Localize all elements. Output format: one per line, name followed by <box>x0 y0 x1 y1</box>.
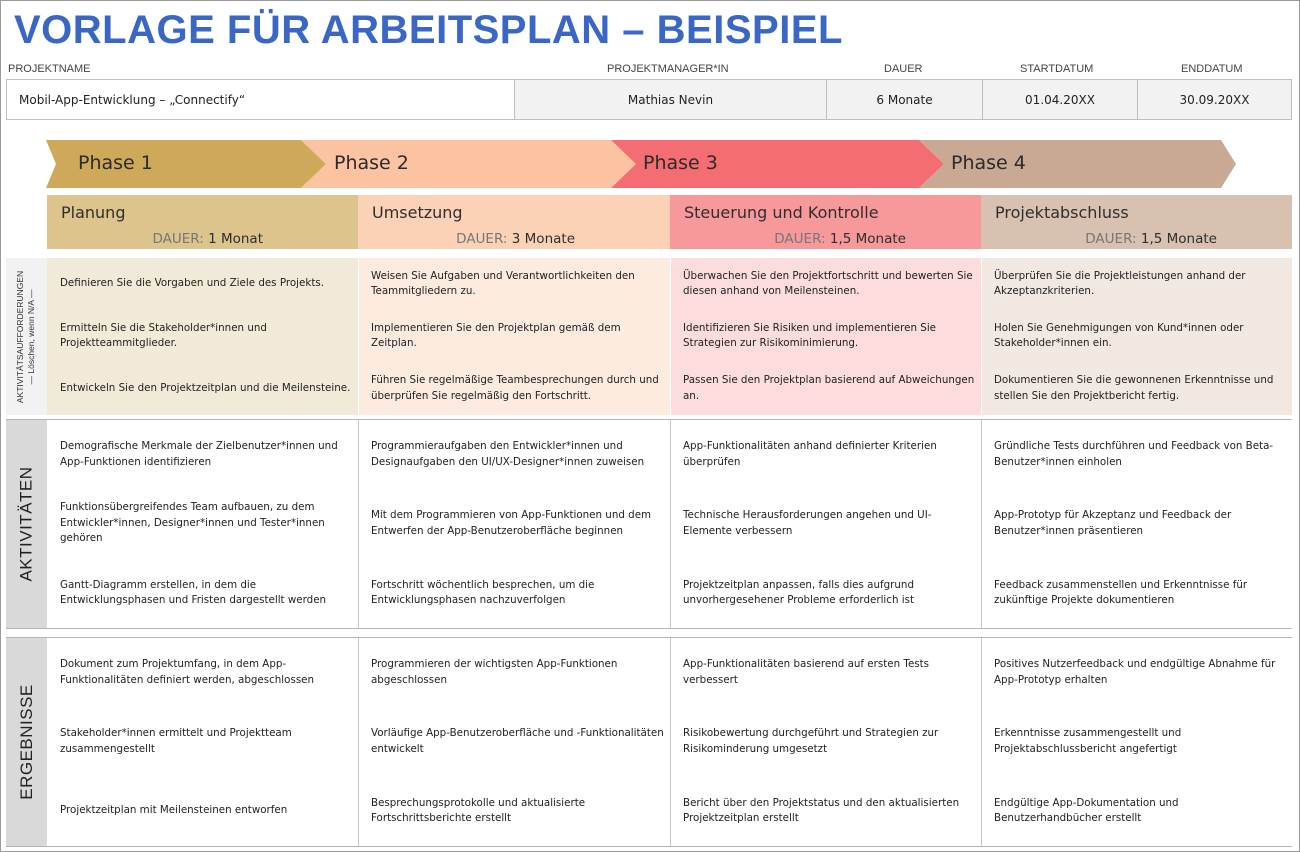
end-date-field[interactable]: 30.09.20XX <box>1137 80 1291 119</box>
phase-4-header <box>981 195 1292 249</box>
project-name-field[interactable]: Mobil-App-Entwicklung – „Connectify“ <box>7 80 514 119</box>
activities-cell[interactable]: App-Funktionalitäten anhand definierter Kriterien überprüfen <box>670 420 981 489</box>
phase-3-label: Phase 3 <box>643 152 718 174</box>
results-cell[interactable]: Vorläufige App-Benutzeroberfläche und -Funktionalitäten entwickelt <box>358 707 670 776</box>
phase-2-header <box>358 195 670 249</box>
activities-cell[interactable]: Gantt-Diagramm erstellen, in dem die Entwicklungsphasen und Fristen dargestellt werden <box>47 558 358 628</box>
results-cell[interactable]: Projektzeitplan mit Meilensteinen entworfen <box>47 776 358 846</box>
phase-2-duration: DAUER: 3 Monate <box>456 231 575 247</box>
phase-2-label: Phase 2 <box>334 152 409 174</box>
results-label: ERGEBNISSE <box>16 684 36 800</box>
activities-cell[interactable]: Gründliche Tests durchführen und Feedback von Beta-Benutzer*innen einholen <box>981 420 1292 489</box>
phase-3-name: Steuerung und Kontrolle <box>684 203 879 222</box>
phase-3-header <box>670 195 981 249</box>
section-border <box>6 628 1292 629</box>
results-section-label <box>6 638 47 846</box>
results-cell[interactable]: Stakeholder*innen ermittelt und Projektteam zusammengestellt <box>47 707 358 776</box>
column-divider <box>358 420 359 628</box>
page-title: VORLAGE FÜR ARBEITSPLAN – BEISPIEL <box>14 8 843 52</box>
column-divider <box>670 258 671 415</box>
phase-1-name: Planung <box>61 203 126 222</box>
requirements-label-line1: AKTIVITÄTSAUFFORDERUNGEN <box>15 270 26 403</box>
start-date-field[interactable]: 01.04.20XX <box>982 80 1137 119</box>
results-cell[interactable]: Endgültige App-Dokumentation und Benutzerhandbücher erstellt <box>981 776 1292 846</box>
activities-cell[interactable]: Programmieraufgaben den Entwickler*innen und Designaufgaben den UI/UX-Designer*innen zuweisen <box>358 420 670 489</box>
column-divider <box>670 638 671 846</box>
requirements-cell[interactable]: Identifizieren Sie Risiken und implementieren Sie Strategien zur Risikominimierung. <box>670 310 981 362</box>
activities-cell[interactable]: Fortschritt wöchentlich besprechen, um die Entwicklungsphasen nachzuverfolgen <box>358 558 670 628</box>
requirements-cell[interactable]: Überwachen Sie den Projektfortschritt und bewerten Sie diesen anhand von Meilensteinen. <box>670 258 981 310</box>
results-cell[interactable]: App-Funktionalitäten basierend auf ersten Tests verbessert <box>670 638 981 707</box>
results-cell[interactable]: Dokument zum Projektumfang, in dem App-Funktionalitäten definiert werden, abgeschlossen <box>47 638 358 707</box>
project-name-label: PROJEKTNAME <box>8 63 91 75</box>
requirements-cell[interactable]: Entwickeln Sie den Projektzeitplan und die Meilensteine. <box>47 362 358 415</box>
section-border <box>6 846 1292 847</box>
results-cell[interactable]: Besprechungsprotokolle und aktualisierte Fortschrittsberichte erstellt <box>358 776 670 846</box>
activities-cell[interactable]: Mit dem Programmieren von App-Funktionen und dem Entwerfen der App-Benutzeroberfläche beginnen <box>358 489 670 558</box>
activities-cell[interactable]: Funktionsübergreifendes Team aufbauen, zu dem Entwickler*innen, Designer*innen und Tester*innen gehören <box>47 489 358 558</box>
start-date-label: STARTDATUM <box>1020 63 1094 75</box>
requirements-label-line2: — Löschen, wenn N/A — <box>26 289 37 384</box>
activities-cell[interactable]: Demografische Merkmale der Zielbenutzer*innen und App-Funktionen identifizieren <box>47 420 358 489</box>
results-cell[interactable]: Positives Nutzerfeedback und endgültige Abnahme für App-Prototyp erhalten <box>981 638 1292 707</box>
results-cell[interactable]: Erkenntnisse zusammengestellt und Projektabschlussbericht angefertigt <box>981 707 1292 776</box>
results-cell[interactable]: Programmieren der wichtigsten App-Funktionen abgeschlossen <box>358 638 670 707</box>
end-date-label: ENDDATUM <box>1181 63 1243 75</box>
column-divider <box>358 258 359 415</box>
project-manager-field[interactable]: Mathias Nevin <box>514 80 826 119</box>
requirements-cell[interactable]: Definieren Sie die Vorgaben und Ziele des Projekts. <box>47 258 358 310</box>
requirements-cell[interactable]: Implementieren Sie den Projektplan gemäß dem Zeitplan. <box>358 310 670 362</box>
duration-field[interactable]: 6 Monate <box>826 80 982 119</box>
requirements-cell[interactable]: Führen Sie regelmäßige Teambesprechungen durch und überprüfen Sie regelmäßig den Fortschritt. <box>358 362 670 415</box>
section-border <box>6 637 1292 638</box>
phase-4-label: Phase 4 <box>951 152 1026 174</box>
phase-3-duration: DAUER: 1,5 Monate <box>774 231 906 247</box>
results-cell[interactable]: Bericht über den Projektstatus und den aktualisierten Projektzeitplan erstellt <box>670 776 981 846</box>
requirements-cell[interactable]: Weisen Sie Aufgaben und Verantwortlichkeiten den Teammitgliedern zu. <box>358 258 670 310</box>
results-cell[interactable]: Risikobewertung durchgeführt und Strategien zur Risikominderung umgesetzt <box>670 707 981 776</box>
column-divider <box>981 258 982 415</box>
requirements-cell[interactable]: Passen Sie den Projektplan basierend auf Abweichungen an. <box>670 362 981 415</box>
phase-2-name: Umsetzung <box>372 203 463 222</box>
activities-section-label <box>6 420 47 628</box>
duration-label: DAUER <box>884 63 923 75</box>
requirements-cell[interactable]: Dokumentieren Sie die gewonnenen Erkenntnisse und stellen Sie den Projektbericht fertig. <box>981 362 1292 415</box>
project-info-row <box>6 79 1292 120</box>
phase-1-header <box>47 195 358 249</box>
column-divider <box>670 420 671 628</box>
requirements-section-label <box>6 258 47 415</box>
activities-cell[interactable]: App-Prototyp für Akzeptanz und Feedback der Benutzer*innen präsentieren <box>981 489 1292 558</box>
requirements-cell[interactable]: Ermitteln Sie die Stakeholder*innen und Projektteammitglieder. <box>47 310 358 362</box>
activities-cell[interactable]: Technische Herausforderungen angehen und UI-Elemente verbessern <box>670 489 981 558</box>
project-manager-label: PROJEKTMANAGER*IN <box>607 63 729 75</box>
column-divider <box>981 638 982 846</box>
requirements-cell[interactable]: Holen Sie Genehmigungen von Kund*innen oder Stakeholder*innen ein. <box>981 310 1292 362</box>
section-border <box>6 419 1292 420</box>
phase-1-duration: DAUER: 1 Monat <box>152 231 263 247</box>
column-divider <box>981 420 982 628</box>
phase-1-label: Phase 1 <box>78 152 153 174</box>
requirements-cell[interactable]: Überprüfen Sie die Projektleistungen anhand der Akzeptanzkriterien. <box>981 258 1292 310</box>
column-divider <box>358 638 359 846</box>
activities-cell[interactable]: Feedback zusammenstellen und Erkenntnisse für zukünftige Projekte dokumentieren <box>981 558 1292 628</box>
activities-label: AKTIVITÄTEN <box>16 466 36 582</box>
phase-4-duration: DAUER: 1,5 Monate <box>1085 231 1217 247</box>
phase-4-name: Projektabschluss <box>995 203 1129 222</box>
activities-cell[interactable]: Projektzeitplan anpassen, falls dies aufgrund unvorhergesehener Probleme erforderlich ist <box>670 558 981 628</box>
